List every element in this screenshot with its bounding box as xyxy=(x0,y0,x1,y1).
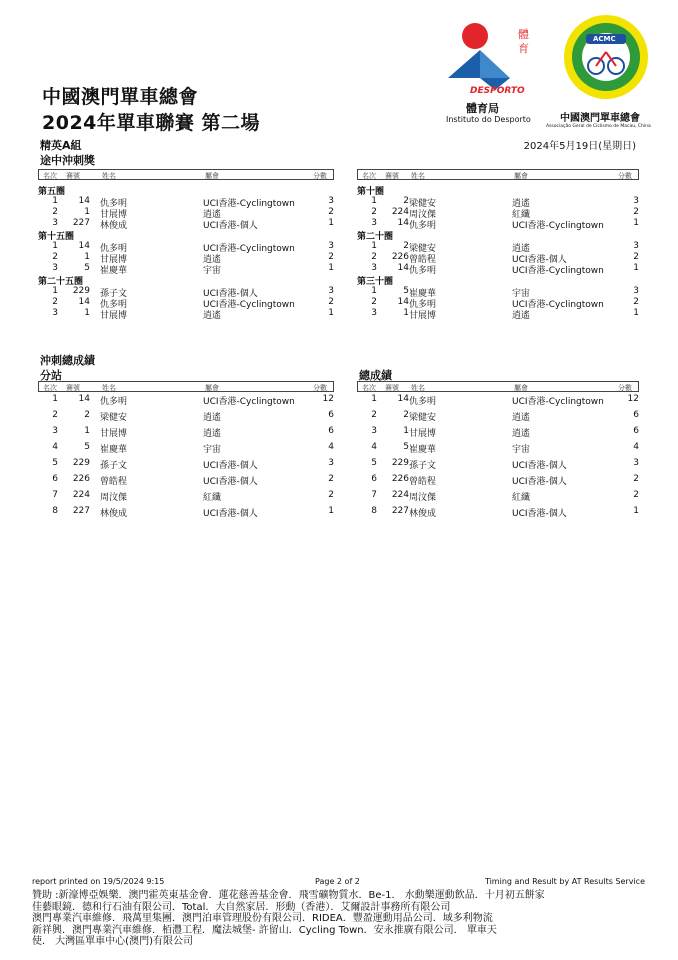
cell-pts: 1 xyxy=(328,308,334,318)
cell-team: UCI香港-Cyclingtown xyxy=(203,300,295,310)
desporto-vertical-text: 體育 xyxy=(518,28,529,55)
header-name: 姓名 xyxy=(411,172,425,180)
cell-pts: 3 xyxy=(328,241,334,251)
cell-pos: 1 xyxy=(52,196,58,206)
desporto-brand: DESPORTO xyxy=(470,86,525,96)
header-bib: 賽號 xyxy=(66,384,80,392)
table-row xyxy=(357,308,639,319)
cell-team: 逍遙 xyxy=(512,429,531,439)
table-row xyxy=(357,472,639,488)
table-row xyxy=(38,456,334,472)
cell-bib: 14 xyxy=(78,394,90,404)
stage-table xyxy=(38,381,334,520)
cell-pts: 3 xyxy=(633,241,639,251)
cell-name: 孫子文 xyxy=(409,461,437,471)
cell-bib: 224 xyxy=(72,490,90,500)
cell-bib: 14 xyxy=(397,263,409,273)
cell-team: 宇宙 xyxy=(203,266,222,276)
sponsor-line: 贊助 :新濠博亞娛樂．澳門霍英東基金會．蓮花慈善基金會．飛雪礦物質水．Be-1． 水動樂運動飲品．十月初五餅家 xyxy=(32,890,545,901)
cell-pos: 5 xyxy=(52,458,58,468)
cell-pts: 1 xyxy=(328,506,334,516)
table-row xyxy=(38,392,334,408)
table-header xyxy=(38,381,334,392)
header-pts: 分數 xyxy=(313,384,327,392)
cell-bib: 2 xyxy=(84,410,90,420)
table-row xyxy=(357,408,639,424)
cell-bib: 5 xyxy=(84,442,90,452)
cell-pts: 12 xyxy=(627,394,639,404)
cell-bib: 14 xyxy=(78,297,90,307)
cell-pos: 2 xyxy=(52,207,58,217)
sprint-lap-title: 第二十五圈 xyxy=(38,277,84,287)
cell-pos: 3 xyxy=(371,426,377,436)
cell-bib: 227 xyxy=(391,506,409,516)
acmc-badge: ACMC xyxy=(593,35,616,43)
cell-name: 甘展博 xyxy=(409,311,437,321)
sponsor-line: 佳藝眼鏡．德和行石油有限公司．Total．大自然家居．形動（香港）．艾爾設計事務所有限公司 xyxy=(32,901,451,913)
sprint-lap-title: 第十五圈 xyxy=(38,232,75,242)
cell-pos: 3 xyxy=(52,426,58,436)
table-row xyxy=(357,424,639,440)
cell-name: 梁健安 xyxy=(100,413,128,423)
cell-team: UCI香港-Cyclingtown xyxy=(203,397,295,407)
cell-pts: 12 xyxy=(322,394,334,404)
cell-pos: 1 xyxy=(371,286,377,296)
cell-pos: 3 xyxy=(52,263,58,273)
cell-pos: 7 xyxy=(371,490,377,500)
table-row xyxy=(357,286,639,297)
cell-team: UCI香港-Cyclingtown xyxy=(203,199,295,209)
cell-pos: 2 xyxy=(371,297,377,307)
table-row xyxy=(38,488,334,504)
sponsors-list xyxy=(32,890,632,948)
cell-name: 仇多明 xyxy=(100,397,128,407)
cell-team: UCI香港-個人 xyxy=(512,509,567,519)
cell-bib: 226 xyxy=(72,474,90,484)
cell-bib: 224 xyxy=(391,490,409,500)
category-label: 精英A組 xyxy=(40,139,82,152)
cell-pts: 2 xyxy=(633,252,639,262)
cell-pts: 4 xyxy=(633,442,639,452)
cell-bib: 14 xyxy=(397,218,409,228)
cell-bib: 229 xyxy=(391,458,409,468)
cell-pos: 2 xyxy=(371,207,377,217)
cell-pos: 4 xyxy=(371,442,377,452)
sprints-left-table xyxy=(38,169,334,319)
cell-name: 林俊成 xyxy=(409,509,437,519)
cell-name: 孫子文 xyxy=(100,289,128,299)
header-name: 姓名 xyxy=(102,172,116,180)
cell-team: UCI香港-個人 xyxy=(512,255,567,265)
section-sprint-totals: 沖刺總成績 xyxy=(40,354,95,367)
cell-bib: 2 xyxy=(403,241,409,251)
table-row xyxy=(38,297,334,308)
cell-team: UCI香港-個人 xyxy=(203,461,258,471)
cell-name: 崔慶華 xyxy=(100,266,128,276)
cell-pts: 6 xyxy=(633,410,639,420)
table-row xyxy=(38,218,334,229)
cell-name: 周汶傑 xyxy=(100,493,128,503)
table-row xyxy=(38,252,334,263)
desporto-pt: Instituto do Desporto xyxy=(446,115,531,124)
acmc-cn: 中國澳門單車總會 xyxy=(560,113,640,124)
table-row xyxy=(38,308,334,319)
cell-pts: 1 xyxy=(633,263,639,273)
cell-pos: 2 xyxy=(52,297,58,307)
cell-name: 甘展博 xyxy=(100,311,128,321)
cell-team: UCI香港-Cyclingtown xyxy=(512,300,604,310)
page-title: 中國澳門單車總會 xyxy=(42,86,199,108)
table-row xyxy=(38,207,334,218)
sprint-lap-title: 第三十圈 xyxy=(357,277,394,287)
cell-pos: 3 xyxy=(371,218,377,228)
cell-team: UCI香港-Cyclingtown xyxy=(203,244,295,254)
table-row xyxy=(357,392,639,408)
cell-team: 逍遙 xyxy=(512,311,531,321)
cell-pts: 1 xyxy=(633,218,639,228)
cell-team: UCI香港-Cyclingtown xyxy=(512,266,604,276)
cell-bib: 1 xyxy=(84,252,90,262)
cell-name: 孫子文 xyxy=(100,461,128,471)
cell-pts: 3 xyxy=(633,196,639,206)
cell-pos: 4 xyxy=(52,442,58,452)
desporto-logo xyxy=(440,18,542,128)
cell-pts: 3 xyxy=(328,196,334,206)
header-bib: 賽號 xyxy=(66,172,80,180)
table-header xyxy=(38,169,334,180)
cell-pts: 6 xyxy=(633,426,639,436)
table-row xyxy=(357,218,639,229)
cell-team: UCI香港-個人 xyxy=(203,221,258,231)
cell-pos: 1 xyxy=(52,286,58,296)
cell-pos: 6 xyxy=(371,474,377,484)
cell-bib: 227 xyxy=(72,218,90,228)
header-team: 屬會 xyxy=(205,384,219,392)
table-header xyxy=(357,169,639,180)
cell-pos: 3 xyxy=(371,308,377,318)
desporto-cn: 體育局 xyxy=(466,102,499,115)
cell-team: 宇宙 xyxy=(512,445,531,455)
cell-bib: 226 xyxy=(391,474,409,484)
table-row xyxy=(38,286,334,297)
cell-bib: 5 xyxy=(403,442,409,452)
cell-team: 逍遙 xyxy=(512,413,531,423)
cell-team: 宇宙 xyxy=(512,289,531,299)
cell-bib: 5 xyxy=(403,286,409,296)
cell-bib: 14 xyxy=(397,297,409,307)
cell-team: 逍遙 xyxy=(512,244,531,254)
table-row xyxy=(38,263,334,274)
cell-pos: 3 xyxy=(52,218,58,228)
cell-pts: 6 xyxy=(328,410,334,420)
table-row xyxy=(357,297,639,308)
cell-pts: 2 xyxy=(633,297,639,307)
timing-credit: Timing and Result by AT Results Service xyxy=(484,877,645,886)
cell-pts: 3 xyxy=(633,286,639,296)
cell-bib: 1 xyxy=(84,426,90,436)
cell-pos: 3 xyxy=(52,308,58,318)
page-subtitle: 2024年單車聯賽 第二場 xyxy=(42,112,260,134)
cell-bib: 2 xyxy=(403,196,409,206)
header-name: 姓名 xyxy=(411,384,425,392)
cell-pts: 3 xyxy=(328,458,334,468)
cell-name: 梁健安 xyxy=(409,244,437,254)
cell-name: 崔慶華 xyxy=(409,289,437,299)
cell-bib: 1 xyxy=(403,426,409,436)
cell-team: UCI香港-個人 xyxy=(203,509,258,519)
cell-name: 仇多明 xyxy=(409,397,437,407)
header-team: 屬會 xyxy=(514,384,528,392)
header-name: 姓名 xyxy=(102,384,116,392)
table-row xyxy=(357,196,639,207)
cell-pts: 2 xyxy=(633,490,639,500)
cell-bib: 1 xyxy=(403,308,409,318)
cell-team: UCI香港-個人 xyxy=(203,289,258,299)
cell-pts: 6 xyxy=(328,426,334,436)
cell-team: 紅纖 xyxy=(512,493,531,503)
cell-bib: 2 xyxy=(403,410,409,420)
table-row xyxy=(357,440,639,456)
cell-name: 仇多明 xyxy=(100,300,128,310)
cell-pts: 1 xyxy=(633,506,639,516)
cell-name: 仇多明 xyxy=(409,300,437,310)
cell-team: UCI香港-個人 xyxy=(512,477,567,487)
sprints-right-table xyxy=(357,169,639,319)
cell-name: 曾皓程 xyxy=(409,477,437,487)
table-row xyxy=(357,488,639,504)
acmc-pt: Associação Geral de Ciclismo de Macau, China xyxy=(546,124,651,129)
cell-name: 崔慶華 xyxy=(100,445,128,455)
cell-bib: 1 xyxy=(84,207,90,217)
cell-pts: 2 xyxy=(633,207,639,217)
header-pts: 分數 xyxy=(618,384,632,392)
acmc-emblem-icon xyxy=(556,12,656,102)
cell-pos: 1 xyxy=(371,196,377,206)
cell-bib: 14 xyxy=(78,196,90,206)
cell-team: UCI香港-Cyclingtown xyxy=(512,397,604,407)
printed-timestamp: report printed on 19/5/2024 9:15 xyxy=(32,877,165,886)
header-bib: 賽號 xyxy=(385,172,399,180)
cell-team: 逍遙 xyxy=(203,413,222,423)
event-date: 2024年5月19日(星期日) xyxy=(523,141,636,152)
cell-name: 曾皓程 xyxy=(409,255,437,265)
cell-bib: 226 xyxy=(391,252,409,262)
cell-pts: 4 xyxy=(328,442,334,452)
cell-pts: 1 xyxy=(328,218,334,228)
sponsor-line: 新祥興．澳門專業汽車維修．栢灃工程．魔法城堡- 許留山．Cycling Town．安永推廣有限公司． 單車天 xyxy=(32,924,497,936)
cell-team: 逍遙 xyxy=(203,429,222,439)
cell-name: 周汶傑 xyxy=(409,493,437,503)
cell-pos: 8 xyxy=(371,506,377,516)
cell-name: 林俊成 xyxy=(100,221,128,231)
cell-pts: 2 xyxy=(328,297,334,307)
cell-pos: 8 xyxy=(52,506,58,516)
cell-team: UCI香港-Cyclingtown xyxy=(512,221,604,231)
cell-pos: 1 xyxy=(371,394,377,404)
table-row xyxy=(38,440,334,456)
cell-bib: 14 xyxy=(397,394,409,404)
cell-pos: 1 xyxy=(371,241,377,251)
table-row xyxy=(357,263,639,274)
sprint-lap-title: 第五圈 xyxy=(38,187,66,197)
cell-bib: 227 xyxy=(72,506,90,516)
header-pos: 名次 xyxy=(362,384,376,392)
cell-bib: 229 xyxy=(72,286,90,296)
cell-team: 紅纖 xyxy=(512,210,531,220)
cell-pos: 6 xyxy=(52,474,58,484)
cell-name: 仇多明 xyxy=(100,244,128,254)
table-row xyxy=(38,408,334,424)
page-number: Page 2 of 2 xyxy=(315,877,360,886)
table-row xyxy=(38,241,334,252)
header-pos: 名次 xyxy=(362,172,376,180)
header-pos: 名次 xyxy=(43,172,57,180)
cell-name: 仇多明 xyxy=(409,266,437,276)
table-row xyxy=(357,456,639,472)
cell-pos: 7 xyxy=(52,490,58,500)
table-header xyxy=(357,381,639,392)
cell-pts: 2 xyxy=(328,252,334,262)
header-team: 屬會 xyxy=(514,172,528,180)
cell-pts: 3 xyxy=(633,458,639,468)
table-row xyxy=(38,424,334,440)
table-row xyxy=(38,504,334,520)
cell-pos: 1 xyxy=(52,394,58,404)
cell-bib: 1 xyxy=(84,308,90,318)
table-row xyxy=(357,252,639,263)
header-team: 屬會 xyxy=(205,172,219,180)
cell-pts: 2 xyxy=(328,474,334,484)
table-row xyxy=(38,472,334,488)
acmc-logo xyxy=(546,12,656,132)
cell-pos: 5 xyxy=(371,458,377,468)
cell-name: 梁健安 xyxy=(409,413,437,423)
overall-table xyxy=(357,381,639,520)
cell-pts: 1 xyxy=(328,263,334,273)
cell-pos: 3 xyxy=(371,263,377,273)
cell-team: 紅纖 xyxy=(203,493,222,503)
cell-name: 林俊成 xyxy=(100,509,128,519)
cell-team: 逍遙 xyxy=(203,311,222,321)
cell-team: 逍遙 xyxy=(203,255,222,265)
cell-name: 崔慶華 xyxy=(409,445,437,455)
cell-pts: 2 xyxy=(328,207,334,217)
header-pts: 分數 xyxy=(618,172,632,180)
cell-name: 梁健安 xyxy=(409,199,437,209)
sprint-lap-title: 第十圈 xyxy=(357,187,385,197)
cell-pts: 3 xyxy=(328,286,334,296)
cell-bib: 224 xyxy=(391,207,409,217)
cell-team: UCI香港-個人 xyxy=(203,477,258,487)
sponsor-line: 澳門專業汽車維修．飛萬里集團．澳門泊車管理股份有限公司．RIDEA．豐盈運動用品公司．域多利物流 xyxy=(32,913,493,924)
table-row xyxy=(357,504,639,520)
cell-pos: 2 xyxy=(52,252,58,262)
cell-pos: 1 xyxy=(52,241,58,251)
stage-label: 分站 xyxy=(40,369,62,382)
cell-name: 甘展博 xyxy=(100,429,128,439)
cell-pts: 2 xyxy=(633,474,639,484)
cell-bib: 229 xyxy=(72,458,90,468)
header-pts: 分數 xyxy=(313,172,327,180)
sprint-lap-title: 第二十圈 xyxy=(357,232,394,242)
cell-team: UCI香港-個人 xyxy=(512,461,567,471)
table-row xyxy=(38,196,334,207)
cell-name: 甘展博 xyxy=(100,210,128,220)
section-intermediate-sprints: 途中沖刺獎 xyxy=(40,154,95,167)
cell-name: 甘展博 xyxy=(100,255,128,265)
cell-bib: 14 xyxy=(78,241,90,251)
cell-name: 曾皓程 xyxy=(100,477,128,487)
overall-label: 總成績 xyxy=(359,369,392,382)
cell-name: 仇多明 xyxy=(100,199,128,209)
table-row xyxy=(357,207,639,218)
header-bib: 賽號 xyxy=(385,384,399,392)
header-pos: 名次 xyxy=(43,384,57,392)
cell-team: 宇宙 xyxy=(203,445,222,455)
cell-name: 周汶傑 xyxy=(409,210,437,220)
cell-bib: 5 xyxy=(84,263,90,273)
cell-pts: 1 xyxy=(633,308,639,318)
cell-pos: 2 xyxy=(371,410,377,420)
cell-pos: 2 xyxy=(371,252,377,262)
sponsor-line: 使． 大灣區單車中心(澳門)有限公司 xyxy=(32,936,193,947)
cell-pos: 2 xyxy=(52,410,58,420)
cell-name: 甘展博 xyxy=(409,429,437,439)
cell-team: 逍遙 xyxy=(203,210,222,220)
cell-name: 仇多明 xyxy=(409,221,437,231)
cell-pts: 2 xyxy=(328,490,334,500)
table-row xyxy=(357,241,639,252)
cell-team: 逍遙 xyxy=(512,199,531,209)
